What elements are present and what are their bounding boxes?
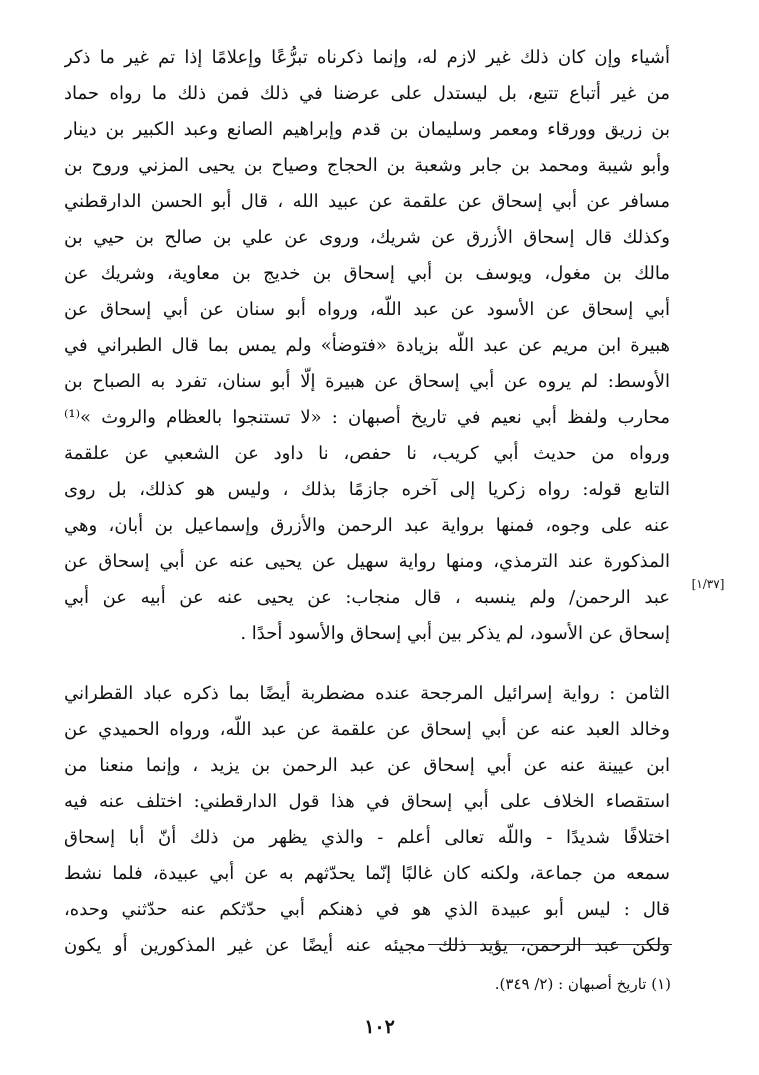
text-line: مالك بن مغول، ويوسف بن أبي إسحاق بن خديج بن معاوية، وشريك عن (64, 263, 670, 284)
margin-page-reference: [١/٣٧] (691, 577, 725, 591)
text-line: من غير أتباع تتبع، بل ليستدل على عرضنا في ذلك فمن ذلك ما رواه حماد (64, 83, 670, 104)
text-line: وخالد العبد عنه عن أبي إسحاق عن علقمة عن عبد اللّه، ورواه الحميدي عن (64, 719, 670, 740)
text-line: ابن عيينة عنه عن أبي إسحاق عن عبد الرحمن بن يزيد ، وإنما منعنا من (64, 755, 670, 776)
text-line: هبيرة ابن مريم عن عبد اللّه بزيادة «فتوضأ» ولم يمس بما قال الطبراني في (64, 335, 670, 356)
footnote-separator (428, 944, 672, 945)
text-line: أبي إسحاق عن الأسود عن عبد اللّه، ورواه أبو سنان عن أبي إسحاق عن (64, 299, 670, 320)
text-line: ولكن عبد الرحمن، يؤيد ذلك مجيئه عنه أيضًا عن غير المذكورين أو يكون (64, 935, 670, 956)
text-line: المذكورة عند الترمذي، ومنها رواية سهيل عن يحيى عنه عن أبي إسحاق عن (64, 551, 670, 572)
footnote: (١) تاريخ أصبهان : (٢/ ٣٤٩). (494, 975, 671, 993)
text-line: اختلافًا شديدًا - واللّه تعالى أعلم - والذي يظهر من ذلك أنّ أبا إسحاق (64, 827, 670, 848)
text-line: إسحاق عن الأسود، لم يذكر بين أبي إسحاق والأسود أحدًا . (240, 623, 670, 644)
page-number: ١٠٢ (364, 1016, 395, 1038)
text-line: ورواه من حديث أبي كريب، نا حفص، نا داود عن الشعبي عن علقمة (64, 443, 670, 464)
text-line: وأبو شيبة ومحمد بن جابر وشعبة بن الحجاج وصياح بن يحيى المزني وروح بن (64, 155, 670, 176)
text-line: التابع قوله: رواه زكريا إلى آخره جازمًا بذلك ، وليس هو كذلك، بل روى (64, 479, 670, 500)
text-line: محارب ولفظ أبي نعيم في تاريخ أصبهان : «لا تستنجوا بالعظام والروث »⁽¹⁾ (64, 407, 670, 428)
text-line: بن زريق وورقاء ومعمر وسليمان بن قدم وإبراهيم الصانع وعبد الكبير بن دينار (64, 119, 670, 140)
text-line: عبد الرحمن/ ولم ينسبه ، قال منجاب: عن يحيى عنه عن أبيه عن أبي (64, 587, 670, 608)
text-line: سمعه من جماعة، ولكنه كان غالبًا إنّما يحدّثهم به عن أبي عبيدة، فلما نشط (64, 863, 670, 884)
text-line: الأوسط: لم يروه عن أبي إسحاق عن هبيرة إلّا أبو سنان، تفرد به الصباح بن (64, 371, 670, 392)
text-line: الثامن : رواية إسرائيل المرجحة عنده مضطربة أيضًا بما ذكره عباد القطراني (64, 683, 670, 704)
text-line: استقصاء الخلاف على أبي إسحاق في هذا قول الدارقطني: اختلف عنه فيه (64, 791, 670, 812)
text-line: مسافر عن أبي إسحاق عن علقمة عن عبيد الله ، قال أبو الحسن الدارقطني (64, 191, 670, 212)
text-line: قال : ليس أبو عبيدة الذي هو في ذهنكم أبي حدّثكم عنه حدّثني وحده، (64, 899, 670, 920)
text-line: وكذلك قال إسحاق الأزرق عن شريك، وروى عن علي بن صالح بن حيي بن (64, 227, 670, 248)
text-line: أشياء وإن كان ذلك غير لازم له، وإنما ذكرناه تبرُّعًا وإعلامًا إذا تم غير ما ذكر (64, 47, 670, 68)
text-line: عنه على وجوه، فمنها برواية عبد الرحمن والأزرق وإسماعيل بن أبان، وهي (64, 515, 670, 536)
